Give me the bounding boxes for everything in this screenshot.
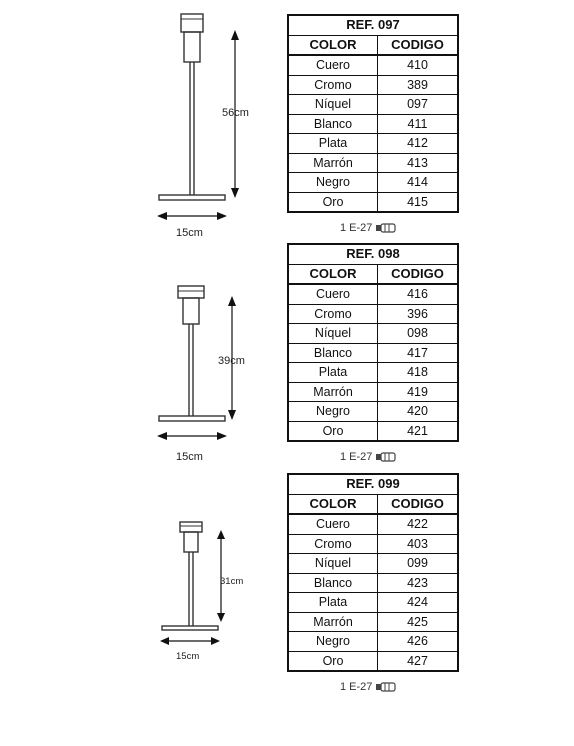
color-cell: Negro: [288, 402, 378, 422]
plug-icon: [374, 681, 398, 693]
color-cell: Blanco: [288, 343, 378, 363]
lamp-base-drawing-099: [140, 516, 270, 746]
socket-label: 1 E-27: [340, 451, 373, 463]
code-cell: 427: [378, 651, 459, 671]
color-cell: Oro: [288, 651, 378, 671]
code-cell: 421: [378, 421, 459, 441]
column-header-code: CODIGO: [378, 264, 459, 284]
code-cell: 098: [378, 324, 459, 344]
table-row: [288, 421, 458, 441]
color-cell: Marrón: [288, 153, 378, 173]
lamp-base-drawing-097: [140, 0, 270, 239]
table-row: [288, 95, 458, 115]
color-cell: Plata: [288, 593, 378, 613]
code-cell: 414: [378, 173, 459, 193]
socket-info: [340, 451, 398, 463]
table-row: [288, 304, 458, 324]
code-cell: 423: [378, 573, 459, 593]
column-header-code: CODIGO: [378, 494, 459, 514]
width-label: 15cm: [176, 227, 203, 239]
table-row: [288, 55, 458, 75]
code-cell: 416: [378, 284, 459, 304]
table-row: [288, 651, 458, 671]
code-cell: 417: [378, 343, 459, 363]
socket-label: 1 E-27: [340, 681, 373, 693]
height-label: 39cm: [218, 355, 245, 367]
code-cell: 419: [378, 382, 459, 402]
column-header-color: COLOR: [288, 264, 378, 284]
table-row: [288, 153, 458, 173]
plug-icon: [374, 222, 398, 234]
table-row: [288, 593, 458, 613]
color-cell: Blanco: [288, 114, 378, 134]
code-cell: 426: [378, 632, 459, 652]
ref-title: REF. 098: [288, 244, 458, 264]
color-cell: Marrón: [288, 382, 378, 402]
socket-info: [340, 222, 398, 234]
color-cell: Negro: [288, 173, 378, 193]
column-header-code: CODIGO: [378, 35, 459, 55]
color-cell: Oro: [288, 192, 378, 212]
code-cell: 097: [378, 95, 459, 115]
color-cell: Negro: [288, 632, 378, 652]
color-cell: Cromo: [288, 534, 378, 554]
code-cell: 422: [378, 514, 459, 534]
color-code-table-099: [287, 473, 459, 672]
code-cell: 415: [378, 192, 459, 212]
color-cell: Níquel: [288, 324, 378, 344]
color-cell: Cuero: [288, 514, 378, 534]
code-cell: 418: [378, 363, 459, 383]
table-row: [288, 284, 458, 304]
code-cell: 389: [378, 75, 459, 95]
lamp-base-drawing-098: [140, 278, 270, 508]
table-row: [288, 402, 458, 422]
code-cell: 413: [378, 153, 459, 173]
table-row: [288, 534, 458, 554]
width-label: 15cm: [176, 651, 200, 662]
code-cell: 396: [378, 304, 459, 324]
height-label: 56cm: [222, 107, 249, 119]
table-row: [288, 514, 458, 534]
table-row: [288, 134, 458, 154]
column-header-color: COLOR: [288, 35, 378, 55]
table-row: [288, 632, 458, 652]
code-cell: 410: [378, 55, 459, 75]
table-row: [288, 192, 458, 212]
column-header-color: COLOR: [288, 494, 378, 514]
height-label: 31cm: [220, 576, 244, 587]
table-row: [288, 343, 458, 363]
table-row: [288, 173, 458, 193]
table-row: [288, 554, 458, 574]
color-cell: Plata: [288, 134, 378, 154]
code-cell: 424: [378, 593, 459, 613]
code-cell: 420: [378, 402, 459, 422]
socket-label: 1 E-27: [340, 222, 373, 234]
code-cell: 411: [378, 114, 459, 134]
table-row: [288, 75, 458, 95]
ref-title: REF. 097: [288, 15, 458, 35]
color-cell: Cromo: [288, 304, 378, 324]
plug-icon: [374, 451, 398, 463]
code-cell: 425: [378, 612, 459, 632]
code-cell: 099: [378, 554, 459, 574]
socket-info: [340, 681, 398, 693]
ref-title: REF. 099: [288, 474, 458, 494]
color-cell: Plata: [288, 363, 378, 383]
table-row: [288, 324, 458, 344]
width-label: 15cm: [176, 451, 203, 463]
color-cell: Cuero: [288, 284, 378, 304]
table-row: [288, 612, 458, 632]
color-cell: Níquel: [288, 554, 378, 574]
table-row: [288, 114, 458, 134]
code-cell: 412: [378, 134, 459, 154]
color-cell: Cromo: [288, 75, 378, 95]
table-row: [288, 573, 458, 593]
table-row: [288, 363, 458, 383]
color-cell: Níquel: [288, 95, 378, 115]
color-cell: Cuero: [288, 55, 378, 75]
color-code-table-098: [287, 243, 459, 442]
color-cell: Blanco: [288, 573, 378, 593]
color-cell: Oro: [288, 421, 378, 441]
color-cell: Marrón: [288, 612, 378, 632]
color-code-table-097: [287, 14, 459, 213]
table-row: [288, 382, 458, 402]
code-cell: 403: [378, 534, 459, 554]
